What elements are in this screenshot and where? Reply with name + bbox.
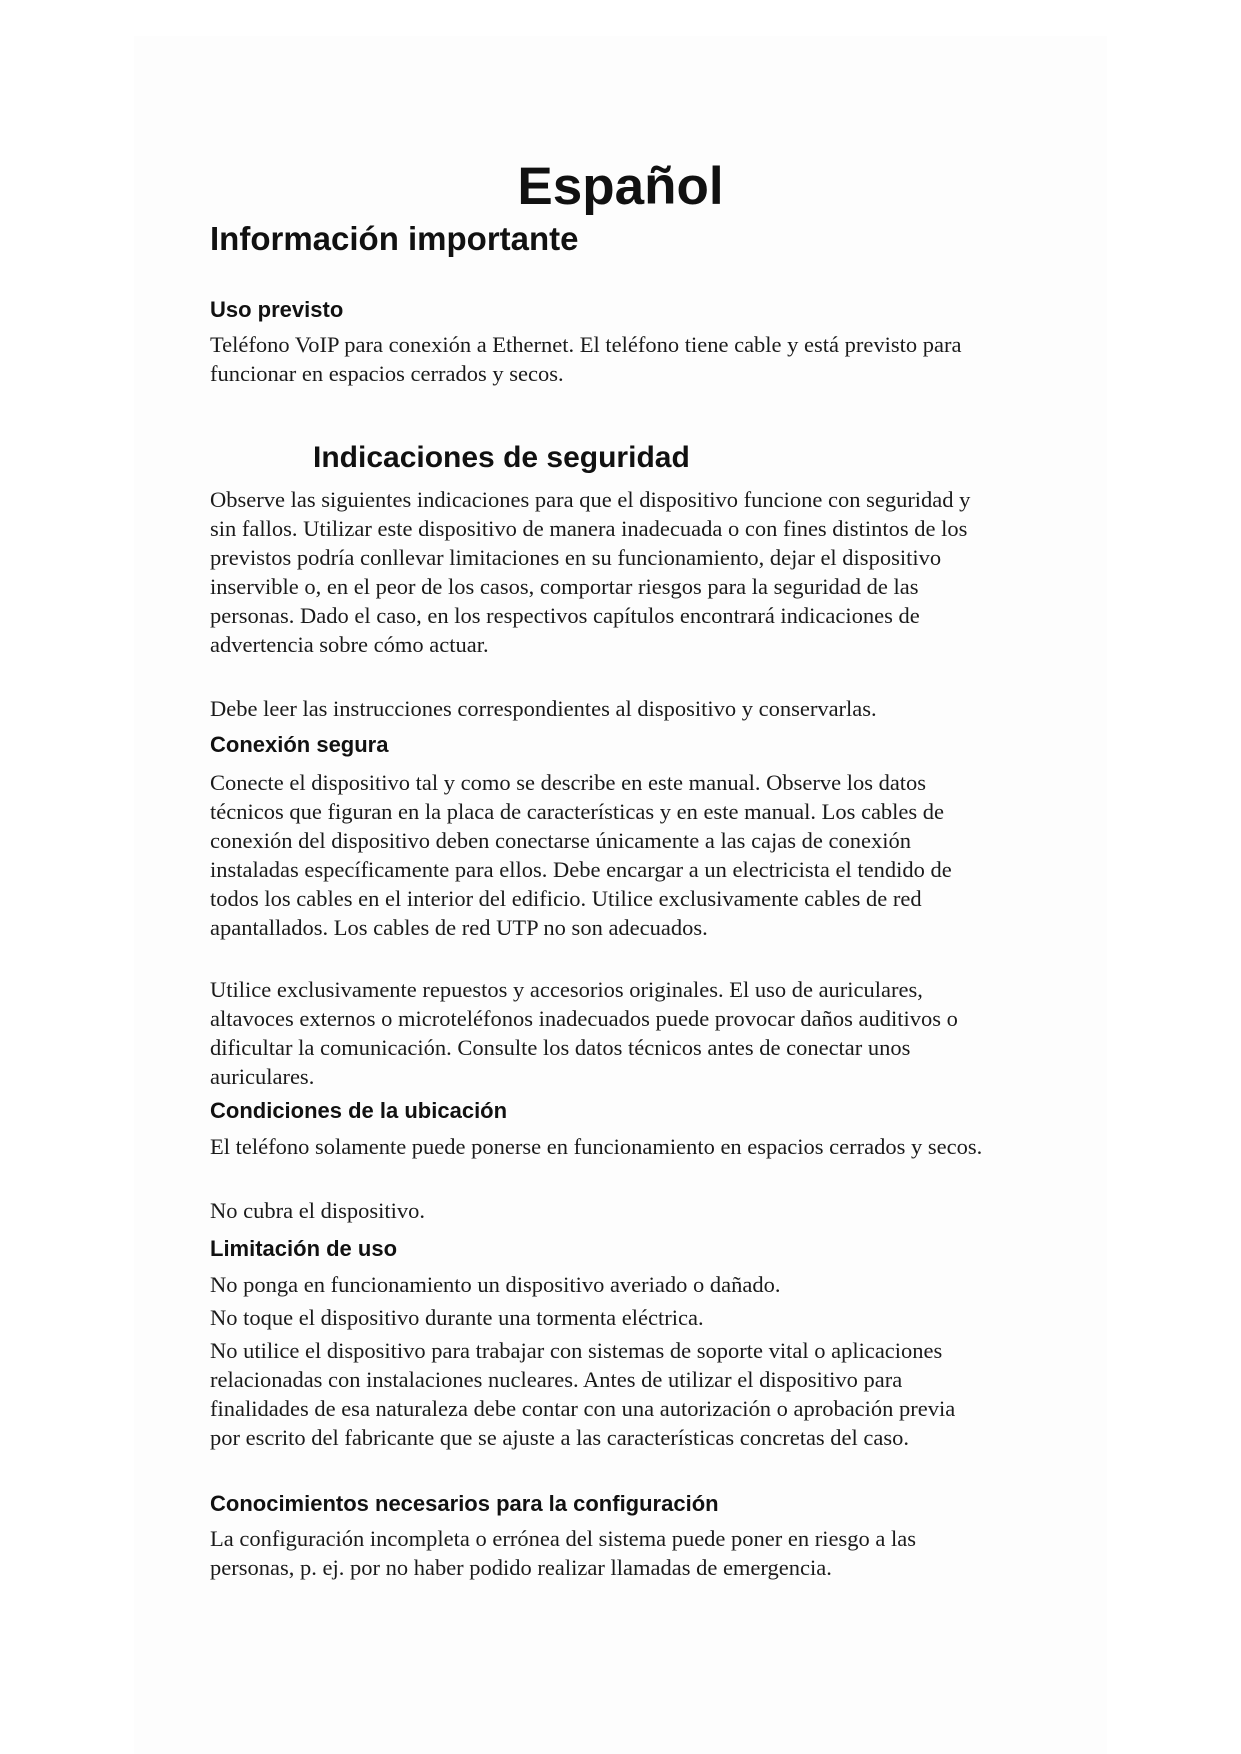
safety-paragraph-1: Observe las siguientes indicaciones para que el dispositivo funcione con seguridad y sin fallos. Utilizar este dispositivo de manera inadecuada o con fines distintos de los previstos podría conllevar limitaciones en su funcionamiento, dejar el dispositivo inservible o, en el peor de los casos, comportar riesgos para la seguridad de las personas. Dado el caso, en los respectivos capítulos encontrará indicaciones de advertencia sobre cómo actuar.	[210, 487, 971, 657]
usage-limitation-paragraph-1: No ponga en funcionamiento un dispositivo averiado o dañado.	[210, 1272, 781, 1297]
secure-connection-paragraph-2: Utilice exclusivamente repuestos y accesorios originales. El uso de auriculares, altavoces externos o microteléfonos inadecuados puede provocar daños auditivos o dificultar la comunicación. Consulte los datos técnicos antes de conectar unos auriculares.	[210, 977, 958, 1089]
intended-use-paragraph: Teléfono VoIP para conexión a Ethernet. El teléfono tiene cable y está previsto para funcionar en espacios cerrados y secos.	[210, 332, 962, 386]
safety-paragraph-2: Debe leer las instrucciones correspondientes al dispositivo y conservarlas.	[210, 696, 877, 721]
usage-limitation-heading: Limitación de uso	[210, 1236, 398, 1261]
safety-heading: Indicaciones de seguridad	[313, 441, 690, 474]
configuration-heading: Conocimientos necesarios para la configuración	[210, 1491, 719, 1516]
document-title: Español	[517, 157, 724, 216]
intended-use-heading: Uso previsto	[210, 297, 344, 322]
usage-limitation-paragraph-2: No toque el dispositivo durante una tormenta eléctrica.	[210, 1305, 704, 1330]
secure-connection-heading: Conexión segura	[210, 732, 389, 757]
usage-limitation-paragraph-3: No utilice el dispositivo para trabajar con sistemas de soporte vital o aplicaciones relacionadas con instalaciones nucleares. Antes de utilizar el dispositivo para finalidades de esa naturaleza debe contar con una autorización o aprobación previa por escrito del fabricante que se ajuste a las características concretas del caso.	[210, 1338, 956, 1450]
secure-connection-paragraph-1: Conecte el dispositivo tal y como se describe en este manual. Observe los datos técnicos que figuran en la placa de características y en este manual. Los cables de conexión del dispositivo deben conectarse únicamente a las cajas de conexión instaladas específicamente para ellos. Debe encargar a un electricista el tendido de todos los cables en el interior del edificio. Utilice exclusivamente cables de red apantallados. Los cables de red UTP no son adecuados.	[210, 770, 952, 940]
location-paragraph-2: No cubra el dispositivo.	[210, 1198, 425, 1223]
main-heading: Información importante	[210, 220, 579, 257]
location-paragraph-1: El teléfono solamente puede ponerse en funcionamiento en espacios cerrados y secos.	[210, 1134, 983, 1159]
location-heading: Condiciones de la ubicación	[210, 1098, 508, 1123]
configuration-paragraph: La configuración incompleta o errónea del sistema puede poner en riesgo a las personas, p. ej. por no haber podido realizar llamadas de emergencia.	[210, 1526, 916, 1580]
